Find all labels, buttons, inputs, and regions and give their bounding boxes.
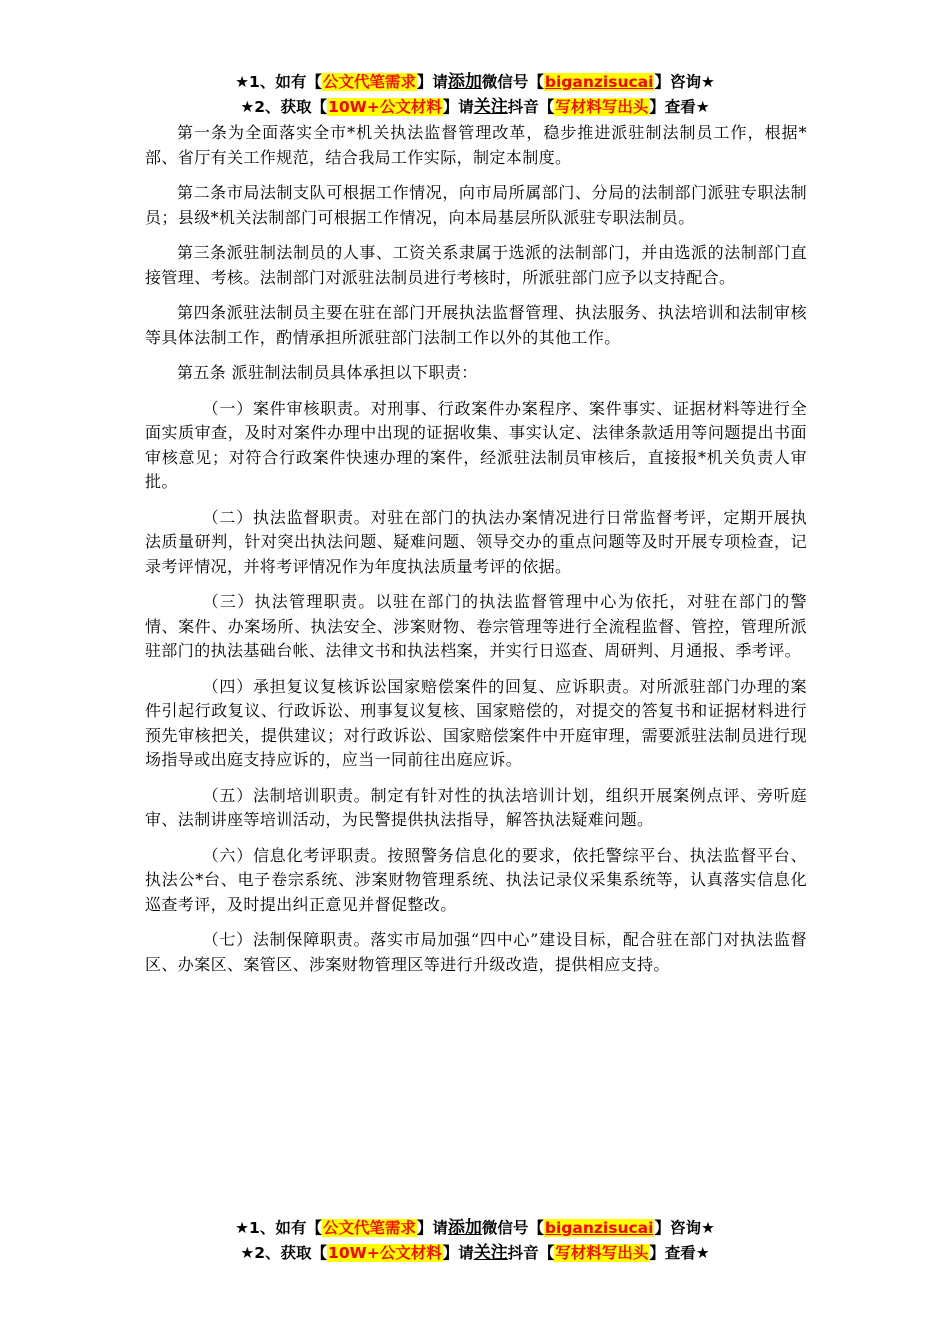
article-4: 第四条派驻法制员主要在驻在部门开展执法监督管理、执法服务、执法培训和法制审核等具体法制工作，酌情承担所派驻部门法制工作以外的其他工作。 [145,303,807,347]
duty-item-7: （七）法制保障职责。落实市局加强“四中心”建设目标，配合驻在部门对执法监督区、办案区、案管区、涉案财物管理区等进行升级改造，提供相应支持。 [145,930,807,974]
duty-item-3: （三）执法管理职责。以驻在部门的执法监督管理中心为依托，对驻在部门的警情、案件、办案场所、执法安全、涉案财物、卷宗管理等进行全流程监督、管控，管理所派驻部门的执法基础台帐、法律文书和执法档案，并实行日巡查、周研判、月通报、季考评。 [145,592,807,660]
promo-text: 微信号【 [481,1219,544,1237]
promo-text: 1、如有【 [249,1219,322,1237]
promo-line-1 [0,1216,950,1241]
promo-text: 1、如有【 [249,73,322,91]
highlight-service: 公文代笔需求 [322,1219,416,1237]
promo-text: 2、获取【 [254,98,328,116]
article-3: 第三条派驻制法制员的人事、工资关系隶属于选派的法制部门，并由选派的法制部门直接管理、考核。法制部门对派驻法制员进行考核时，所派驻部门应予以支持配合。 [145,243,807,287]
promo-text: 】咨询★ [654,1219,715,1237]
promo-text: 】请 [442,1244,474,1262]
duty-item-2: （二）执法监督职责。对驻在部门的执法办案情况进行日常监督考评，定期开展执法质量研判，针对突出执法问题、疑难问题、领导交办的重点问题等及时开展专项检查，记录考评情况，并将考评情况作为年度执法质量考评的依据。 [145,507,807,576]
promo-text: 】请 [416,73,448,91]
promo-line-2 [0,95,950,120]
promo-text: 】查看★ [649,1244,710,1262]
emphasis-follow: 关注 [473,1243,508,1263]
article-2: 第二条市局法制支队可根据工作情况，向市局所属部门、分局的法制部门派驻专职法制员；县级*机关法制部门可根据工作情况，向本局基层所队派驻专职法制员。 [145,183,807,227]
promo-line-1 [0,70,950,95]
emphasis-add: 添加 [447,1218,482,1238]
promo-banner-bottom [0,1216,950,1266]
star-icon: ★ [240,1244,255,1262]
promo-text: 】查看★ [649,98,710,116]
promo-text: 】请 [416,1219,448,1237]
star-icon: ★ [240,98,255,116]
promo-text: 抖音【 [507,1244,555,1262]
star-icon: ★ [235,73,250,91]
promo-banner-top [0,70,950,120]
douyin-account-link[interactable]: 写材料写出头 [555,1244,649,1262]
duty-item-6: （六）信息化考评职责。按照警务信息化的要求，依托警综平台、执法监督平台、执法公*台、电子卷宗系统、涉案财物管理系统、执法记录仪采集系统等，认真落实信息化巡查考评，及时提出纠正意见并督促整改。 [145,845,807,914]
duty-item-4: （四）承担复议复核诉讼国家赔偿案件的回复、应诉职责。对所派驻部门办理的案件引起行政复议、行政诉讼、刑事复议复核、国家赔偿的，对提交的答复书和证据材料进行预先审核把关，提供建议；对行政诉讼、国家赔偿案件中开庭审理，需要派驻法制员进行现场指导或出庭支持应诉的，应当一同前往出庭应诉。 [145,676,807,769]
douyin-account-link[interactable]: 写材料写出头 [555,98,649,116]
document-body [145,121,807,988]
promo-text: 抖音【 [507,98,555,116]
promo-text: 】咨询★ [654,73,715,91]
highlight-materials: 10W+公文材料 [328,98,442,116]
emphasis-follow: 关注 [473,97,508,117]
highlight-materials: 10W+公文材料 [328,1244,442,1262]
wechat-id-link[interactable]: biganzisucai [544,1219,654,1237]
promo-line-2 [0,1241,950,1266]
emphasis-add: 添加 [447,72,482,92]
article-1: 第一条为全面落实全市*机关执法监督管理改革，稳步推进派驻制法制员工作，根据*部、省厅有关工作规范，结合我局工作实际，制定本制度。 [145,123,807,167]
promo-text: 2、获取【 [254,1244,328,1262]
duty-item-1: （一）案件审核职责。对刑事、行政案件办案程序、案件事实、证据材料等进行全面实质审查，及时对案件办理中出现的证据收集、事实认定、法律条款适用等问题提出书面审核意见；对符合行政案件快速办理的案件，经派驻法制员审核后，直接报*机关负责人审批。 [145,398,807,491]
duty-item-5: （五）法制培训职责。制定有针对性的执法培训计划，组织开展案例点评、旁听庭审、法制讲座等培训活动，为民警提供执法指导，解答执法疑难问题。 [145,785,807,829]
article-5: 第五条 派驻制法制员具体承担以下职责： [177,363,478,382]
promo-text: 微信号【 [481,73,544,91]
star-icon: ★ [235,1219,250,1237]
highlight-service: 公文代笔需求 [322,73,416,91]
promo-text: 】请 [442,98,474,116]
wechat-id-link[interactable]: biganzisucai [544,73,654,91]
